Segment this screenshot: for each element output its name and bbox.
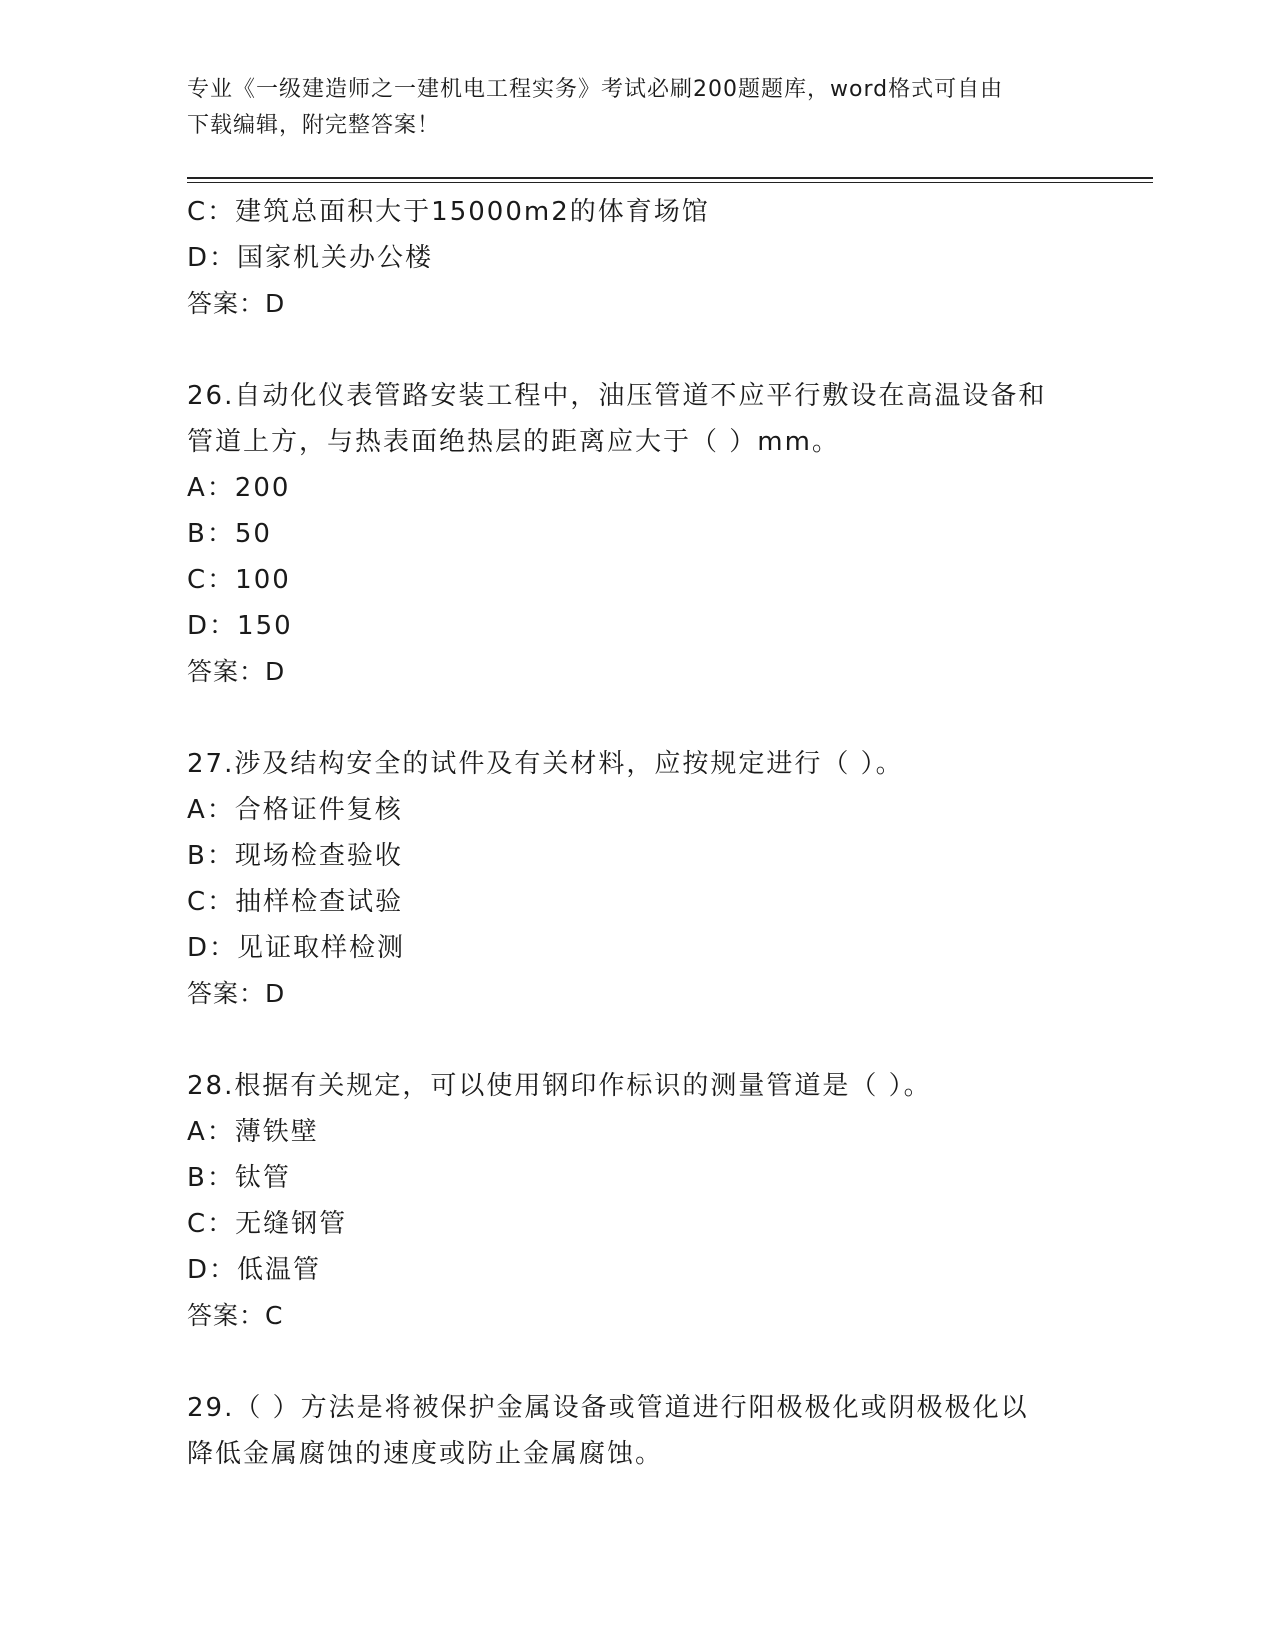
option-a: A：200 <box>187 473 291 503</box>
question-27 <box>187 741 1107 1017</box>
header-line-1: 专业《一级建造师之一建机电工程实务》考试必刷200题题库，word格式可自由 <box>187 77 1004 102</box>
option-b: B：50 <box>187 519 272 549</box>
answer: 答案：D <box>187 657 286 686</box>
spacer <box>187 1017 1107 1063</box>
option-c: C：抽样检查试验 <box>187 887 404 917</box>
question-text-line-1: 27.涉及结构安全的试件及有关材料，应按规定进行（ ）。 <box>187 749 904 779</box>
header-divider-thick <box>187 177 1153 179</box>
option-b: B：现场检查验收 <box>187 841 403 871</box>
option-c: C：建筑总面积大于15000m2的体育场馆 <box>187 197 710 227</box>
answer: 答案：D <box>187 979 286 1008</box>
document-header <box>187 72 1087 144</box>
option-d: D：低温管 <box>187 1255 322 1285</box>
option-a: A：合格证件复核 <box>187 795 403 825</box>
option-c: C：无缝钢管 <box>187 1209 348 1239</box>
question-text-line-1: 26.自动化仪表管路安装工程中，油压管道不应平行敷设在高温设备和 <box>187 381 1047 411</box>
question-29 <box>187 1385 1107 1477</box>
question-text-line-2: 降低金属腐蚀的速度或防止金属腐蚀。 <box>187 1439 664 1469</box>
option-d: D：国家机关办公楼 <box>187 243 434 273</box>
header-line-2: 下载编辑，附完整答案！ <box>187 113 441 138</box>
question-26 <box>187 373 1107 695</box>
question-25-tail <box>187 189 1107 327</box>
answer: 答案：C <box>187 1301 284 1330</box>
answer: 答案：D <box>187 289 286 318</box>
document-body <box>187 189 1107 1477</box>
option-c: C：100 <box>187 565 291 595</box>
option-a: A：薄铁壁 <box>187 1117 319 1147</box>
option-d: D：150 <box>187 611 293 641</box>
spacer <box>187 1339 1107 1385</box>
header-divider-thin <box>187 182 1153 183</box>
spacer <box>187 327 1107 373</box>
question-text-line-1: 28.根据有关规定，可以使用钢印作标识的测量管道是（ ）。 <box>187 1071 932 1101</box>
option-b: B：钛管 <box>187 1163 291 1193</box>
option-d: D：见证取样检测 <box>187 933 406 963</box>
question-text-line-1: 29.（ ）方法是将被保护金属设备或管道进行阳极极化或阴极极化以 <box>187 1393 1029 1423</box>
spacer <box>187 695 1107 741</box>
question-28 <box>187 1063 1107 1339</box>
question-text-line-2: 管道上方，与热表面绝热层的距离应大于（ ）mm。 <box>187 427 840 457</box>
